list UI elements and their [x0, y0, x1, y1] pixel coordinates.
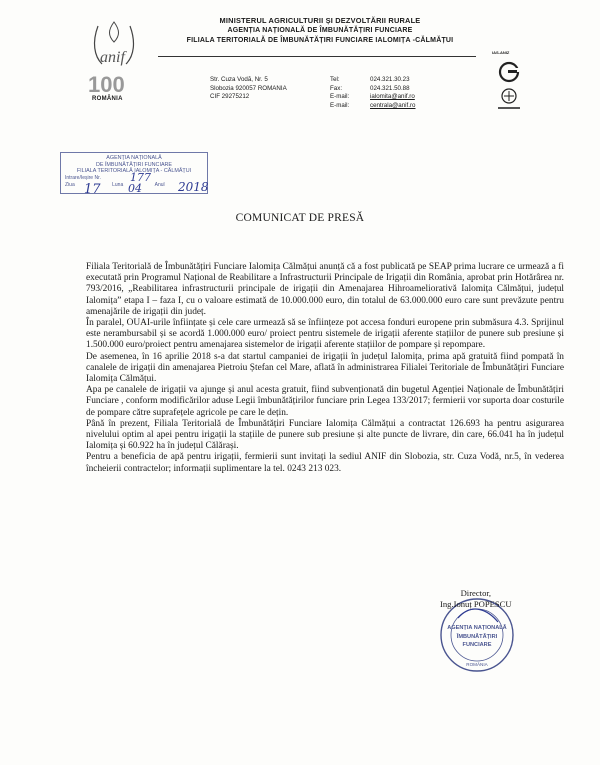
signature-block	[440, 588, 512, 610]
paragraph-6: Pentru a beneficia de apă pentru irigații, fermierii sunt invitați la sediul ANIF din Slobozia, str. Cuza Vodă, nr.5, în vederea încheierii contractelor; informații suplimentare la tel. 0243 213 023.	[86, 452, 564, 474]
address-block	[210, 76, 287, 102]
stamp-number-label: Intrare/Ieșire Nr.	[65, 174, 101, 181]
letterhead	[160, 16, 480, 46]
paragraph-1: Filiala Teritorială de Îmbunătățiri Funciare Ialomița Călmățui anunță că a fost publicată pe SEAP prima lucrare ce urmează a fi executată prin Programul Național de Reabilitare a Infrastructurii Principale de Irigații din România, aprobat prin Hotărârea nr. 793/2016, „Reabilitarea infrastructurii principale de irigații din Amenajarea Hihroameliorativă Ialomița Călmățui, județul Ialomița” etapa I – faza I, cu o valoare estimată de 10.000.000 euro, din totalul de 63.000.000 euro care sunt prevăzute pentru amenajările de irigații din județ.	[86, 262, 564, 317]
stamp-year: 2018	[178, 180, 209, 194]
seal-text-ring: ROMÂNIA	[466, 662, 488, 667]
email1-link[interactable]: ialomita@anif.ro	[370, 93, 415, 100]
stamp-number: 177	[130, 171, 151, 184]
stamp-day: 17	[84, 182, 101, 197]
seal-text-bottom: FUNCIARE	[462, 642, 492, 648]
logo-country-label: ROMÂNIA	[92, 96, 123, 102]
seal-text-mid: ÎMBUNĂTĂȚIRI	[456, 634, 498, 640]
stamp-line-1: AGENȚIA NAȚIONALĂ	[106, 155, 162, 161]
paragraph-2: În paralel, OUAI-urile înființate și cele care urmează să se înființeze pot accesa fonduri europene prin submăsura 4.3. Sprijinul este nerambursabil și se acordă 1.000.000 euro/ proiect pentru sistemele de irigații aferente stațiilor de punere sub presiune și 1.500.000 euro/proiect pentru amenajarea sistemelor de irigații aferente stațiilor de pompare și repompare.	[86, 318, 564, 351]
street: Str. Cuza Vodă, Nr. 5	[210, 76, 268, 83]
email2-link[interactable]: centrala@anif.ro	[370, 101, 416, 109]
email2-label: E-mail:	[330, 101, 350, 109]
stamp-month-label: Luna	[112, 181, 124, 188]
paragraph-3: De asemenea, în 16 aprilie 2018 s-a dat startul campaniei de irigații în județul Ialomița, prima apă gratuită fiind pompată în canalele de irigații din amenajarea Pietroiu Ștefan cel Mare, aflată în administrarea Filialei Teritoriale de Îmbunătățiri Funciare Ialomița Călmățui.	[86, 351, 564, 385]
signatory-role: Director,	[460, 588, 492, 598]
stamp-day-label: Ziua	[65, 181, 75, 188]
stamp-month: 04	[128, 182, 142, 195]
tel-label: Tel:	[330, 76, 340, 83]
document-title: COMUNICAT DE PRESĂ	[235, 212, 365, 224]
stamp-line-3: FILIALA TERITORIALĂ IALOMIȚA - CĂLMĂȚUI	[76, 168, 192, 175]
email1-label: E-mail:	[330, 93, 350, 100]
svg-text:anif: anif	[100, 49, 125, 66]
contact-block	[330, 76, 416, 110]
seal-text-top: AGENȚIA NAȚIONALĂ	[447, 625, 507, 631]
svg-text:100: 100	[88, 72, 125, 97]
city: Slobozia 920057 ROMANIA	[210, 84, 287, 92]
stamp-year-label: Anul	[154, 181, 165, 188]
letterhead-rule	[158, 56, 476, 57]
signatory-name: Ing.Ionuț POPESCU	[440, 599, 512, 609]
stamp-line-2: DE ÎMBUNĂTĂȚIRI FUNCIARE	[95, 161, 173, 168]
ministry-name: MINISTERUL AGRICULTURII ȘI DEZVOLTĂRII RURALE	[219, 16, 421, 25]
document-body	[86, 262, 564, 475]
tel-value: 024.321.30.23	[370, 76, 410, 83]
agency-name: AGENȚIA NAȚIONALĂ DE ÎMBUNĂTĂȚIRI FUNCIARE	[227, 27, 413, 34]
paragraph-5: Până în prezent, Filiala Teritorială de Îmbunătățiri Funciare Ialomița Călmățui a contractat 126.693 ha pentru asigurarea nivelului optim al apei pentru irigații la stațiile de punere sub presiune și alte puncte de livrare, din care, 66.041 ha în județul Ialomița și 60.922 ha în județul Călărași.	[86, 418, 564, 452]
cif: CIF 29275212	[210, 93, 250, 100]
anif-logo	[84, 18, 144, 98]
fax-label: Fax:	[330, 84, 343, 92]
certification-icon	[488, 52, 530, 112]
certification-label: IAS-ANIZ	[492, 50, 510, 55]
fax-value: 024.321.50.88	[370, 84, 410, 92]
paragraph-4: Apa pe canalele de irigații va ajunge și anul acesta gratuit, fiind subvenționată din bugetul Agenției Naționale de Îmbunătățiri Funciare , conform modificărilor aduse Legii îmbunătățirilor funciare prin Legea 133/2017; fermierii vor suporta doar costurile de pompare către suprafețele agricole pe care le dețin.	[86, 385, 564, 418]
branch-name: FILIALA TERITORIALĂ DE ÎMBUNĂTĂȚIRI FUNCIARE IALOMIȚA -CĂLMĂȚUI	[186, 37, 454, 44]
